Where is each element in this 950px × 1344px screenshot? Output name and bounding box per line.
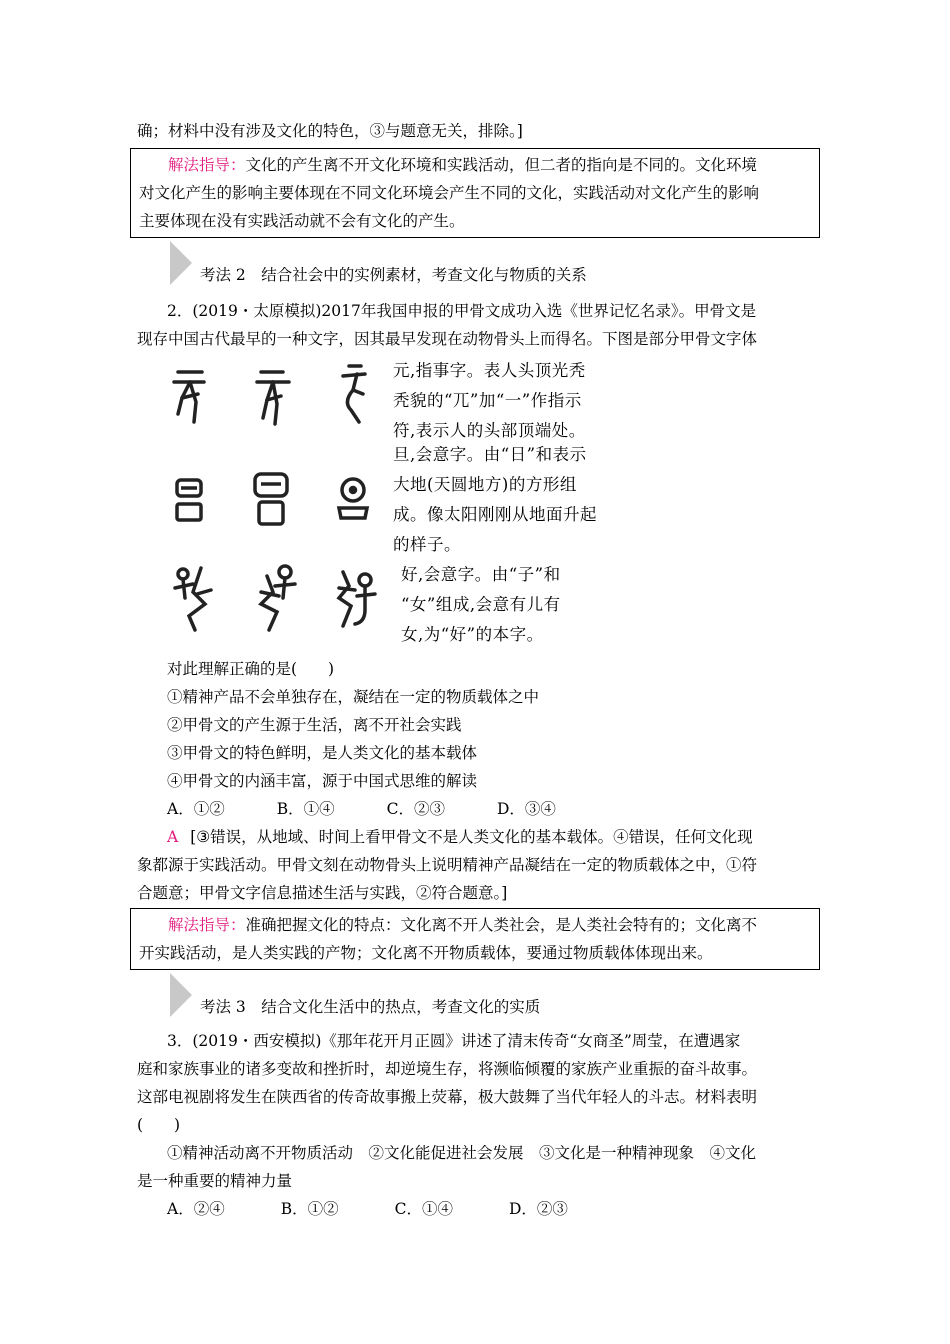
glyph-caption-dan: 旦,会意字。由“日”和表示 大地(天圆地方)的方形组 成。像太阳刚刚从地面升起 的样子。 [393, 445, 597, 554]
question-2-stem: 2．(2019・太原模拟)2017年我国申报的甲骨文成功入选《世界记忆名录》。甲骨文是 [167, 302, 757, 320]
question-2-explanation: 合题意；甲骨文字信息描述生活与实践，②符合题意。] [137, 884, 508, 902]
question-2-option: ④甲骨文的内涵丰富，源于中国式思维的解读 [167, 772, 478, 790]
oracle-glyph-dan-1-icon [173, 476, 205, 524]
tip-label: 解法指导： [168, 916, 246, 934]
section-title: 考法 2 结合社会中的实例素材，考查文化与物质的关系 [200, 266, 587, 284]
question-3-options: ①精神活动离不开物质活动 ②文化能促进社会发展 ③文化是一种精神现象 ④文化 [167, 1144, 757, 1162]
tip-line: 对文化产生的影响主要体现在不同文化环境会产生不同的文化，实践活动对文化产生的影响 [139, 184, 760, 202]
triangle-marker-icon [170, 241, 192, 285]
question-3-options: 是一种重要的精神力量 [137, 1172, 293, 1190]
tip-label: 解法指导： [168, 156, 246, 174]
method-tip-box-2 [130, 908, 820, 970]
previous-answer-tail: 确；材料中没有涉及文化的特色，③与题意无关，排除。] [137, 122, 523, 140]
oracle-glyph-yuan-1-icon [170, 368, 210, 428]
oracle-glyph-hao-2-icon [255, 562, 299, 634]
question-3-choices: A．②④ B．①② C．①④ D．②③ [167, 1200, 568, 1218]
oracle-glyph-yuan-3-icon [335, 362, 371, 428]
section-heading-3 [170, 973, 540, 1017]
oracle-glyph-hao-3-icon [335, 566, 379, 632]
question-2-stem: 现存中国古代最早的一种文字，因其最早发现在动物骨头上而得名。下图是部分甲骨文字体 [137, 330, 758, 348]
oracle-glyph-hao-1-icon [171, 564, 215, 634]
question-2-option: ①精神产品不会单独存在，凝结在一定的物质载体之中 [167, 688, 540, 706]
oracle-glyph-yuan-2-icon [253, 368, 293, 428]
answer-letter: A [167, 828, 179, 846]
question-2-prompt: 对此理解正确的是( ) [167, 660, 335, 678]
question-3-stem: ( ) [137, 1116, 181, 1134]
section-title: 考法 3 结合文化生活中的热点，考查文化的实质 [200, 998, 541, 1016]
question-2-option: ②甲骨文的产生源于生活，离不开社会实践 [167, 716, 462, 734]
question-2-choices: A．①② B．①④ C．②③ D．③④ [167, 800, 556, 818]
tip-line: 开实践活动，是人类实践的产物；文化离不开物质载体，要通过物质载体体现出来。 [139, 944, 713, 962]
question-3-stem: 庭和家族事业的诸多变故和挫折时，却逆境生存，将濒临倾覆的家族产业重振的奋斗故事。 [137, 1060, 758, 1078]
tip-line: 解法指导：准确把握文化的特点：文化离不开人类社会，是人类社会特有的；文化离不 [168, 916, 758, 934]
section-heading-2 [170, 241, 587, 285]
question-3-stem: 这部电视剧将发生在陕西省的传奇故事搬上荧幕，极大鼓舞了当代年轻人的斗志。材料表明 [137, 1088, 758, 1106]
tip-line: 主要体现在没有实践活动就不会有文化的产生。 [139, 212, 465, 230]
question-2-option: ③甲骨文的特色鲜明，是人类文化的基本载体 [167, 744, 478, 762]
glyph-caption-yuan: 元,指事字。表人头顶光秃 秃貌的“兀”加“一”作指示 符,表示人的头部顶端处。 [393, 361, 586, 440]
glyph-caption-hao: 好,会意字。由“子”和 “女”组成,会意有儿有 女,为“好”的本字。 [401, 565, 561, 644]
oracle-glyph-dan-2-icon [251, 470, 291, 528]
method-tip-box-1 [130, 148, 820, 238]
question-3-stem: 3．(2019・西安模拟)《那年花开月正圆》讲述了清末传奇“女商圣”周莹，在遭遇家 [167, 1032, 741, 1050]
oracle-glyph-dan-3-icon [335, 476, 371, 522]
triangle-marker-icon [170, 973, 192, 1017]
question-2-answer: A [③错误，从地域、时间上看甲骨文不是人类文化的基本载体。④错误，任何文化现 [167, 828, 753, 846]
tip-line: 解法指导：文化的产生离不开文化环境和实践活动，但二者的指向是不同的。文化环境 [168, 156, 758, 174]
question-2-explanation: 象都源于实践活动。甲骨文刻在动物骨头上说明精神产品凝结在一定的物质载体之中，①符 [137, 856, 758, 874]
